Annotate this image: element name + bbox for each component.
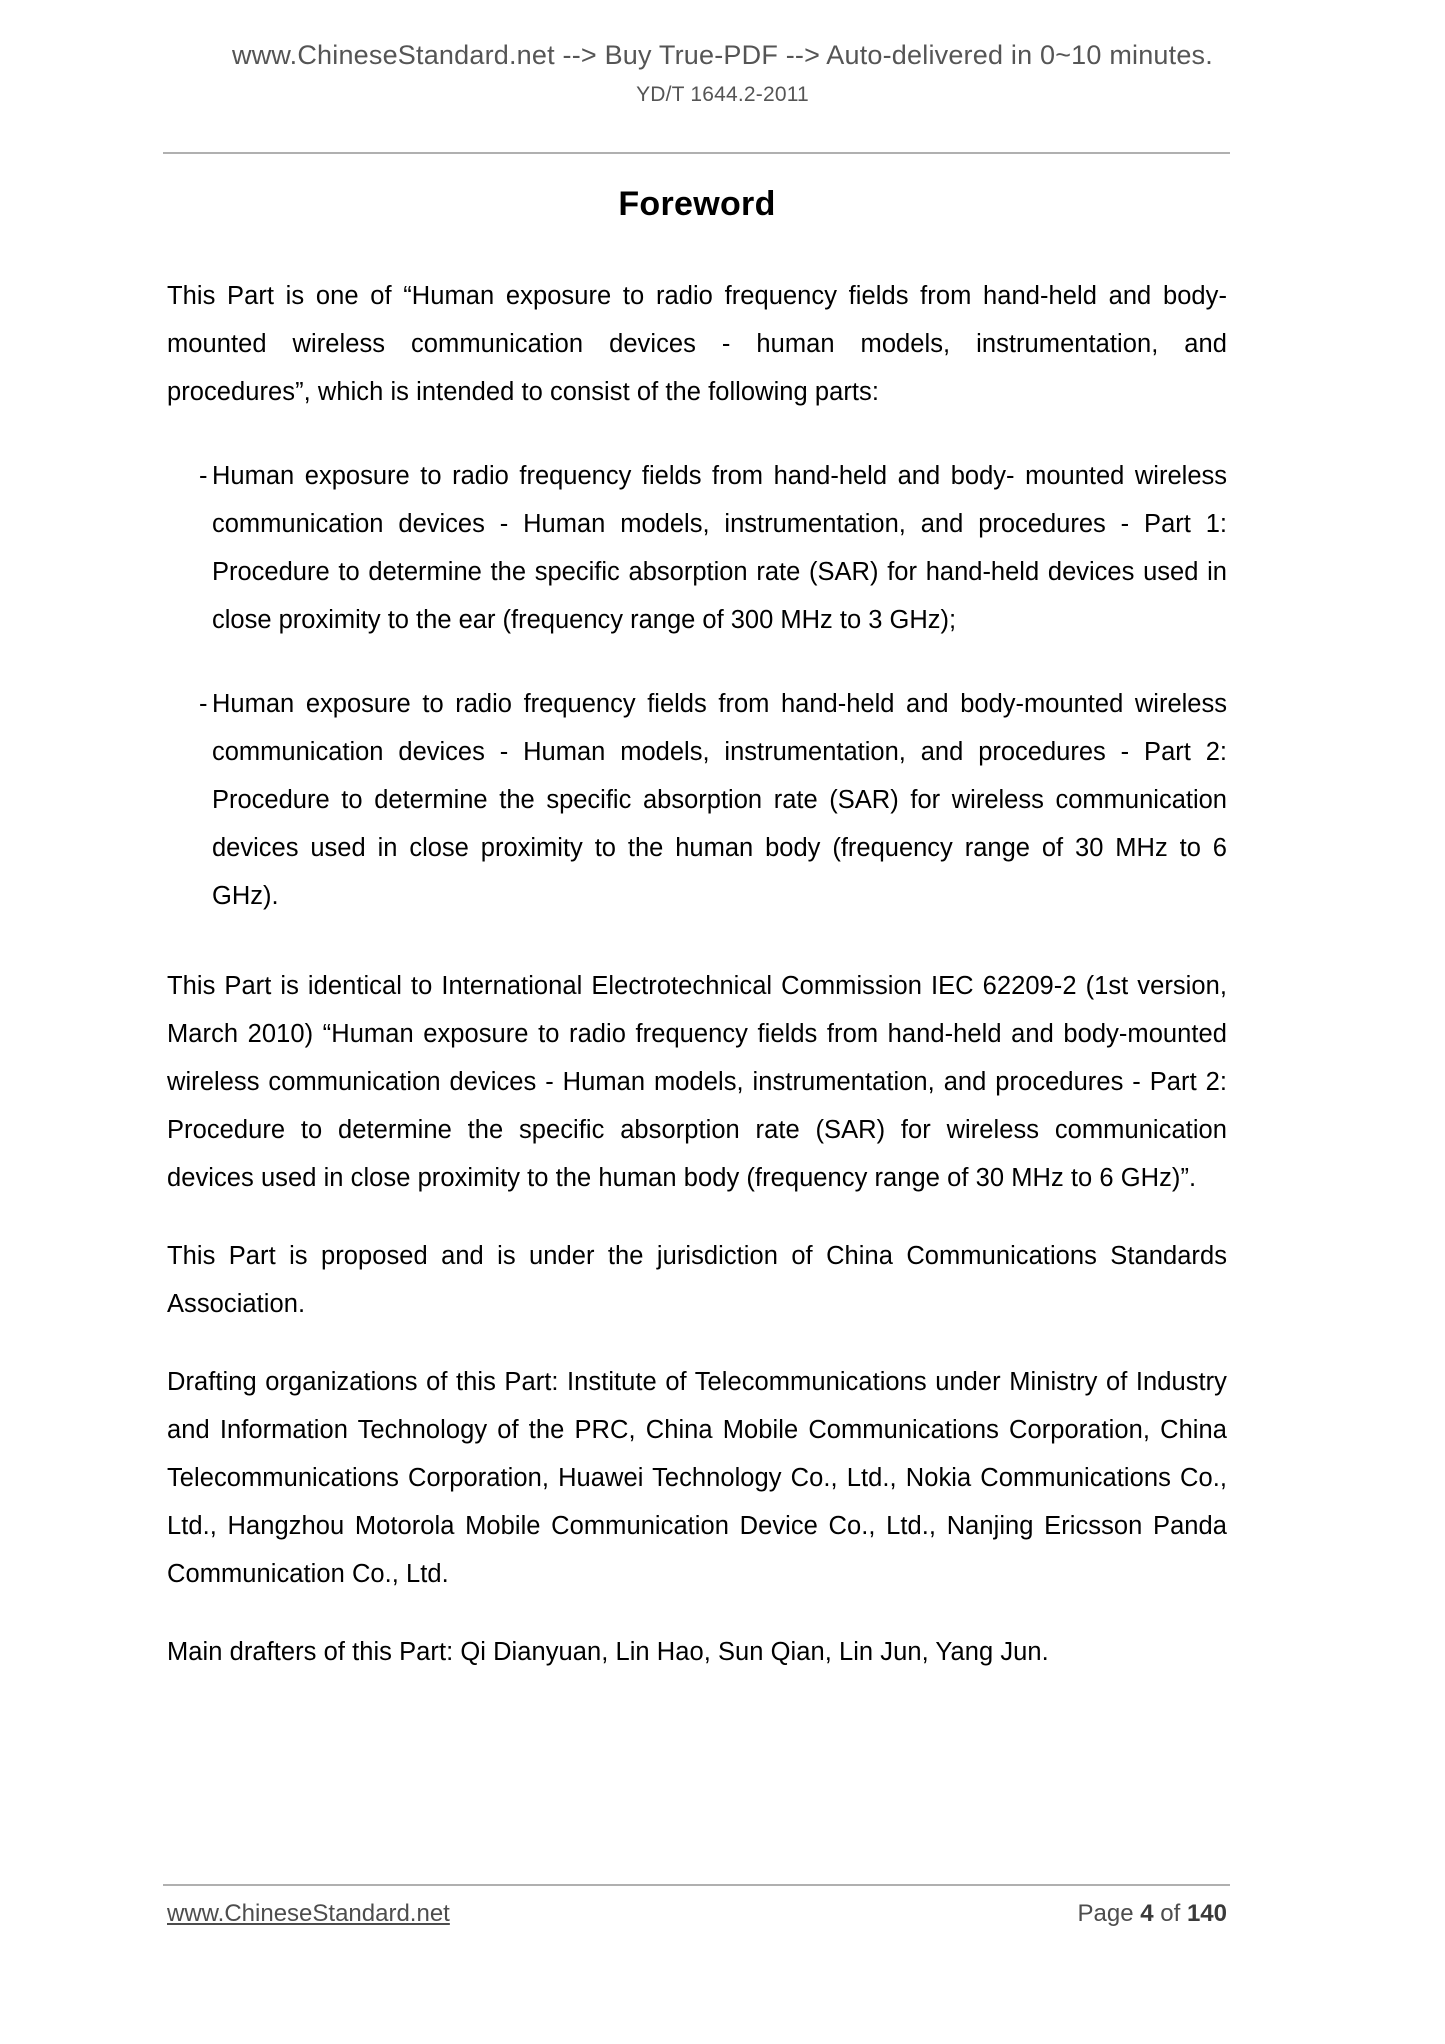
list-dash-marker: -: [199, 462, 208, 490]
page-title: Foreword: [618, 185, 776, 223]
page-indicator: [1078, 1900, 1228, 1928]
list-item-text: Human exposure to radio frequency fields from hand-held and body- mounted wireless communication devices - Human models, instrumentation, and procedures - Part 1: Procedure to determine the specific absorption rate (SAR) for hand-held devices used in close proximity to the ear (frequency range of 300 MHz to 3 GHz);: [212, 462, 1227, 634]
parts-list: [167, 452, 1227, 920]
document-content: [167, 185, 1227, 1706]
page-footer: [167, 1900, 1227, 1928]
footer-website-link[interactable]: www.ChineseStandard.net: [167, 1900, 450, 1927]
page-of-label: of: [1160, 1900, 1181, 1927]
footer-divider: [163, 1884, 1230, 1886]
jurisdiction-paragraph: This Part is proposed and is under the jurisdiction of China Communications Standards Association.: [167, 1242, 1227, 1318]
identical-paragraph: This Part is identical to International Electrotechnical Commission IEC 62209-2 (1st version, March 2010) “Human exposure to radio frequency fields from hand-held and body-mounted wireless communication devices - Human models, instrumentation, and procedures - Part 2: Procedure to determine the specific absorption rate (SAR) for wireless communication devices used in close proximity to the human body (frequency range of 30 MHz to 6 GHz)”.: [167, 972, 1227, 1192]
main-drafters-paragraph: Main drafters of this Part: Qi Dianyuan, Lin Hao, Sun Qian, Lin Jun, Yang Jun.: [167, 1638, 1049, 1666]
list-dash-marker: -: [199, 690, 208, 718]
drafting-organizations-paragraph: Drafting organizations of this Part: Institute of Telecommunications under Ministry of Industry and Information Technology of the PRC, China Mobile Communications Corporation, China Telecommunications Corporation, Huawei Technology Co., Ltd., Nokia Communications Co., Ltd., Hangzhou Motorola Mobile Communication Device Co., Ltd., Nanjing Ericsson Panda Communication Co., Ltd.: [167, 1368, 1227, 1588]
header-divider: [163, 152, 1230, 154]
page-header: [0, 40, 1445, 107]
promo-banner-text: www.ChineseStandard.net --> Buy True-PDF --> Auto-delivered in 0~10 minutes.: [232, 40, 1213, 70]
intro-paragraph: This Part is one of “Human exposure to radio frequency fields from hand-held and body-mounted wireless communication devices - human models, instrumentation, and procedures”, which is intended to consist of the following parts:: [167, 282, 1227, 406]
standard-number: YD/T 1644.2-2011: [636, 83, 809, 106]
list-item: [167, 452, 1227, 644]
current-page-number: 4: [1140, 1900, 1154, 1927]
page-label: Page: [1077, 1900, 1134, 1927]
list-item-text: Human exposure to radio frequency fields from hand-held and body-mounted wireless communication devices - Human models, instrumentation, and procedures - Part 2: Procedure to determine the specific absorption rate (SAR) for wireless communication devices used in close proximity to the human body (frequency range of 30 MHz to 6 GHz).: [212, 690, 1227, 910]
total-page-count: 140: [1186, 1900, 1227, 1927]
list-item: [167, 680, 1227, 920]
